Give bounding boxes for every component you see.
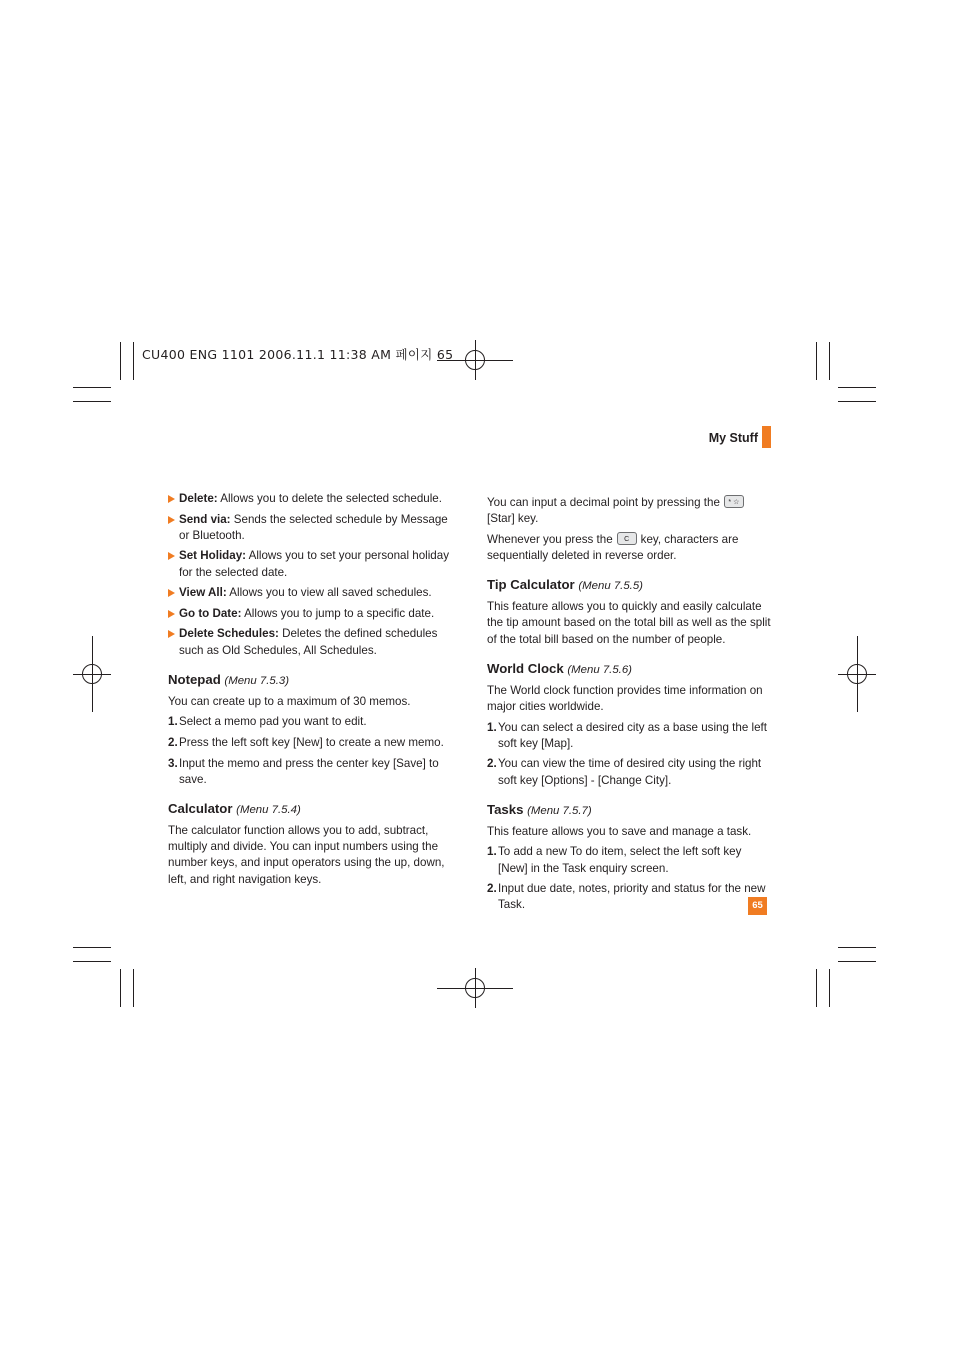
triangle-bullet-icon [168,552,175,560]
world-clock-intro: The World clock function provides time information on major cities worldwide. [487,683,763,714]
section-title: My Stuff [708,431,758,445]
triangle-bullet-icon [168,516,175,524]
tasks-heading: Tasks (Menu 7.5.7) [487,801,592,817]
clear-key-icon: C [617,532,637,545]
notepad-step: 3. Input the memo and press the center key [Save] to save. [168,756,439,786]
triangle-bullet-icon [168,610,175,618]
bullet-send-via: Send via: Sends the selected schedule by Message or Bluetooth. [168,512,450,544]
tasks-intro: This feature allows you to save and manage a task. [487,824,752,838]
section-tab-marker [762,426,771,448]
notepad-step: 2. Press the left soft key [New] to create a new memo. [168,735,444,749]
triangle-bullet-icon [168,495,175,503]
world-clock-heading: World Clock (Menu 7.5.6) [487,660,632,676]
page-number: 65 [748,897,767,915]
print-slug: CU400 ENG 1101 2006.11.1 11:38 AM 페이지 65 [142,347,454,362]
notepad-intro: You can create up to a maximum of 30 memos. [168,694,411,708]
calculator-heading: Calculator (Menu 7.5.4) [168,800,301,816]
tip-calculator-heading: Tip Calculator (Menu 7.5.5) [487,577,643,593]
clear-key-text: Whenever you press the C key, characters are sequentially deleted in reverse order. [487,532,739,562]
triangle-bullet-icon [168,589,175,597]
bullet-delete: Delete: Allows you to delete the selected schedule. [168,491,450,507]
tip-calculator-body: This feature allows you to quickly and easily calculate the tip amount based on the total bill as well as the split of the total bill based on the number of people. [487,600,771,646]
tasks-step: 2. Input due date, notes, priority and status for the new Task. [487,882,766,912]
notepad-step: 1. Select a memo pad you want to edit. [168,715,367,729]
decimal-point-text: You can input a decimal point by pressing the * ☆[Star] key. [487,495,771,527]
notepad-heading: Notepad (Menu 7.5.3) [168,671,290,687]
bullet-go-to-date: Go to Date: Allows you to jump to a specific date. [168,606,450,622]
right-column [487,495,771,918]
bullet-delete-schedules: Delete Schedules: Deletes the defined schedules such as Old Schedules, All Schedules. [168,626,450,658]
bullet-view-all: View All: Allows you to view all saved schedules. [168,585,450,601]
world-clock-step: 1. You can select a desired city as a base using the left soft key [Map]. [487,720,767,750]
calculator-body: The calculator function allows you to add, subtract, multiply and divide. You can input numbers using the number keys, and input operators using the up, down, left, and right navigation keys. [168,823,445,886]
star-key-icon: * ☆ [724,495,744,508]
left-column [168,491,450,892]
triangle-bullet-icon [168,630,175,638]
tasks-step: 1. To add a new To do item, select the left soft key [New] in the Task enquiry screen. [487,845,742,875]
bullet-set-holiday: Set Holiday: Allows you to set your personal holiday for the selected date. [168,548,450,580]
world-clock-step: 2. You can view the time of desired city using the right soft key [Options] - [Change City]. [487,757,762,787]
